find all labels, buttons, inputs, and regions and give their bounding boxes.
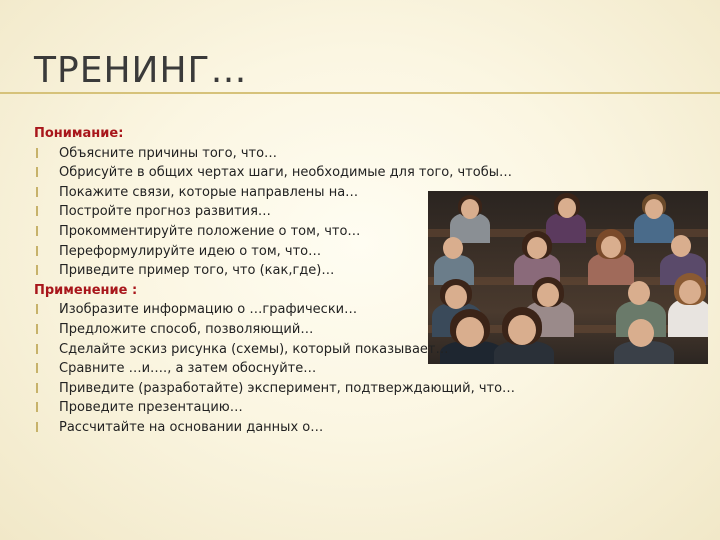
list-item	[34, 340, 594, 360]
bullet-icon	[36, 265, 43, 275]
bullet-icon	[36, 187, 43, 197]
list-item-text: Прокомментируйте положение о том, что…	[59, 223, 361, 239]
list-item	[34, 398, 594, 418]
list-item	[34, 163, 594, 183]
list-item	[34, 242, 594, 262]
list-item	[34, 261, 594, 281]
bullet-icon	[36, 383, 43, 393]
list-item-text: Постройте прогноз развития…	[59, 204, 271, 220]
list-item-text: Проведите презентацию…	[59, 400, 243, 416]
list-item	[34, 379, 594, 399]
bullet-icon	[36, 304, 43, 314]
list-item	[34, 183, 594, 203]
list-item	[34, 359, 594, 379]
list-item-text: Обрисуйте в общих чертах шаги, необходимые для того, чтобы…	[59, 165, 512, 181]
list-item	[34, 144, 594, 164]
section-heading-application: Применение :	[34, 282, 138, 298]
list-item-text: Сделайте эскиз рисунка (схемы), который показывает…	[59, 341, 449, 357]
bullet-icon	[36, 324, 43, 334]
list-item-text: Изобразите информацию о …графически…	[59, 302, 358, 318]
list-item-text: Приведите пример того, что (как,где)…	[59, 263, 335, 279]
list-item	[34, 222, 594, 242]
list-item-text: Приведите (разработайте) эксперимент, подтверждающий, что…	[59, 380, 516, 396]
slide-body	[34, 124, 594, 438]
list-item	[34, 320, 594, 340]
bullet-icon	[36, 167, 43, 177]
bullet-icon	[36, 363, 43, 373]
list-item	[34, 300, 594, 320]
list-item-text: Предложите способ, позволяющий…	[59, 321, 314, 337]
list-item	[34, 418, 594, 438]
bullet-icon	[36, 148, 43, 158]
bullet-icon	[36, 246, 43, 256]
bullet-icon	[36, 206, 43, 216]
list-item-text: Переформулируйте идею о том, что…	[59, 243, 322, 259]
list-item-text: Объясните причины того, что…	[59, 145, 278, 161]
bullet-icon	[36, 344, 43, 354]
section-heading-understanding: Понимание:	[34, 126, 124, 141]
bullet-icon	[36, 402, 43, 412]
list-item-text: Сравните …и…., а затем обоснуйте…	[59, 361, 317, 377]
title-divider	[0, 92, 720, 94]
list-item-text: Покажите связи, которые направлены на…	[59, 184, 359, 200]
bullet-icon	[36, 422, 43, 432]
slide-title: ТРЕНИНГ…	[34, 50, 248, 91]
list-item-text: Рассчитайте на основании данных о…	[59, 419, 324, 435]
bullet-icon	[36, 226, 43, 236]
list-item	[34, 202, 594, 222]
